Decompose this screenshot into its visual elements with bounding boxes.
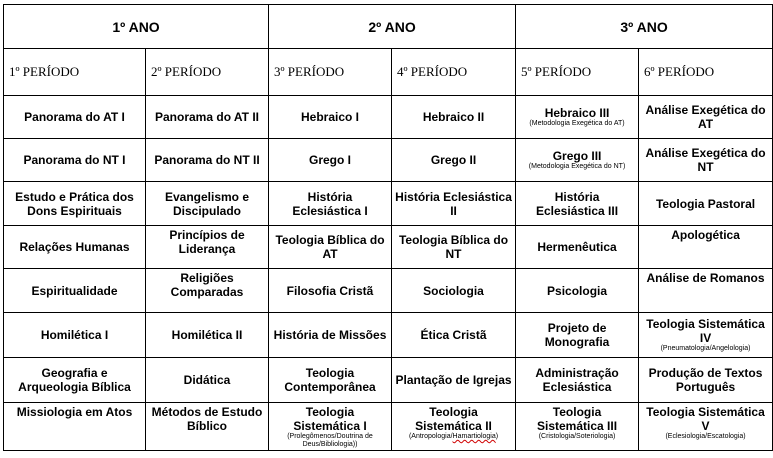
period-3-header	[269, 49, 392, 96]
course-cell: História Eclesiástica III	[516, 182, 639, 226]
course-note: (Prolegômenos/Doutrina de Deus/Bibliologia))	[287, 433, 373, 448]
course-cell: Religiões Comparadas	[146, 269, 269, 313]
course-row	[4, 96, 773, 139]
course-cell: Sociologia	[392, 269, 516, 313]
course-row	[4, 358, 773, 403]
course-cell: Análise de Romanos	[639, 269, 773, 313]
course-cell: Hebraico II	[392, 96, 516, 139]
note-suffix: )	[495, 433, 499, 440]
course-cell: Grego I	[269, 139, 392, 182]
course-cell: Evangelismo e Discipulado	[146, 182, 269, 226]
course-cell: Espiritualidade	[4, 269, 146, 313]
course-cell	[516, 403, 639, 451]
course-cell: Panorama do AT I	[4, 96, 146, 139]
course-cell: Ética Cristã	[392, 313, 516, 358]
period-1-header	[4, 49, 146, 96]
period-2-header	[146, 49, 269, 96]
period-label: 2º PERÍODO	[151, 64, 222, 79]
year-1-header: 1º ANO	[4, 5, 269, 49]
course-cell: Plantação de Igrejas	[392, 358, 516, 403]
course-cell: Análise Exegética do AT	[639, 96, 773, 139]
course-cell	[639, 313, 773, 358]
course-row	[4, 182, 773, 226]
course-cell: Hermenêutica	[516, 226, 639, 269]
course-cell	[516, 139, 639, 182]
course-cell: Panorama do AT II	[146, 96, 269, 139]
course-cell: História Eclesiástica I	[269, 182, 392, 226]
course-cell: Apologética	[639, 226, 773, 269]
period-4-header	[392, 49, 516, 96]
course-cell: História Eclesiástica II	[392, 182, 516, 226]
course-cell: Produção de Textos Português	[639, 358, 773, 403]
course-cell	[392, 403, 516, 451]
course-cell: Estudo e Prática dos Dons Espirituais	[4, 182, 146, 226]
course-cell: Teologia Pastoral	[639, 182, 773, 226]
course-note: (Cristologia/Soteriologia)	[538, 433, 616, 440]
course-row	[4, 313, 773, 358]
course-cell: Hebraico I	[269, 96, 392, 139]
course-cell: Princípios de Liderança	[146, 226, 269, 269]
course-note: (Pneumatologia/Angelologia)	[660, 345, 751, 352]
period-5-header	[516, 49, 639, 96]
period-label: 6º PERÍODO	[644, 64, 715, 79]
course-cell: Métodos de Estudo Bíblico	[146, 403, 269, 451]
course-cell	[269, 403, 392, 451]
note-prefix: (Antropologia/	[408, 433, 453, 440]
period-label: 4º PERÍODO	[397, 64, 468, 79]
period-header-row	[4, 49, 773, 96]
course-cell: Panorama do NT II	[146, 139, 269, 182]
spellcheck-marked-word: Hamartiologia	[452, 433, 496, 440]
course-row	[4, 139, 773, 182]
course-name: Teologia Sistemática III	[537, 405, 618, 433]
period-label: 1º PERÍODO	[9, 64, 80, 79]
course-cell: Teologia Contemporânea	[269, 358, 392, 403]
course-cell: Relações Humanas	[4, 226, 146, 269]
course-cell: Projeto de Monografia	[516, 313, 639, 358]
course-cell: Homilética II	[146, 313, 269, 358]
course-cell: Administração Eclesiástica	[516, 358, 639, 403]
course-cell: Filosofia Cristã	[269, 269, 392, 313]
course-cell: Teologia Bíblica do NT	[392, 226, 516, 269]
course-name: Teologia Sistemática IV	[646, 317, 765, 345]
course-cell: Psicologia	[516, 269, 639, 313]
course-cell: Análise Exegética do NT	[639, 139, 773, 182]
year-header-row	[4, 5, 773, 49]
course-row	[4, 226, 773, 269]
course-cell: Missiologia em Atos	[4, 403, 146, 451]
course-cell: Grego II	[392, 139, 516, 182]
course-name: Teologia Sistemática I	[293, 405, 367, 433]
course-note: (Metodologia Exegética do AT)	[529, 120, 625, 127]
course-cell: Teologia Bíblica do AT	[269, 226, 392, 269]
course-note	[395, 433, 512, 441]
course-note: (Metodologia Exegética do NT)	[528, 163, 626, 170]
period-label: 3º PERÍODO	[274, 64, 345, 79]
course-note: (Eclesiologia/Escatologia)	[665, 433, 746, 440]
year-2-header: 2º ANO	[269, 5, 516, 49]
course-row	[4, 403, 773, 451]
course-row	[4, 269, 773, 313]
course-cell: Geografia e Arqueologia Bíblica	[4, 358, 146, 403]
course-cell: Panorama do NT I	[4, 139, 146, 182]
course-cell	[516, 96, 639, 139]
period-6-header	[639, 49, 773, 96]
period-label: 5º PERÍODO	[521, 64, 592, 79]
course-cell: Homilética I	[4, 313, 146, 358]
year-3-header: 3º ANO	[516, 5, 773, 49]
course-name: Grego III	[552, 149, 602, 163]
course-name: Hebraico III	[544, 106, 610, 120]
course-cell: História de Missões	[269, 313, 392, 358]
course-cell	[639, 403, 773, 451]
curriculum-table	[3, 4, 773, 451]
course-name: Teologia Sistemática II	[415, 405, 492, 433]
course-cell: Didática	[146, 358, 269, 403]
course-name: Teologia Sistemática V	[646, 405, 765, 433]
